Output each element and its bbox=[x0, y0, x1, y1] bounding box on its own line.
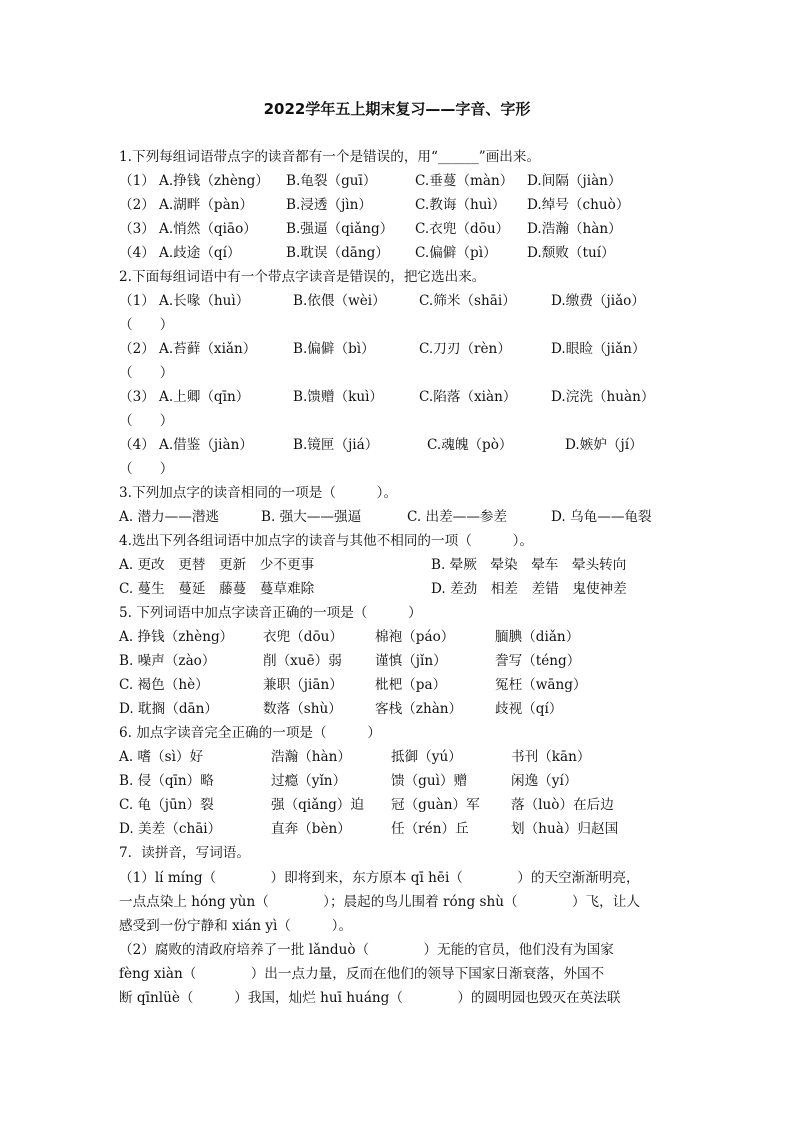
q2-row-1-num: （1） bbox=[119, 293, 155, 309]
q2-stem: 2.下面每组词语中有一个带点字读音是错误的，把它选出来。 bbox=[119, 269, 486, 285]
q2-row-2-answer: （ ） bbox=[119, 365, 174, 381]
q1-row-3-option-b: B.强逼（qiǎng） bbox=[286, 221, 394, 237]
q1-row-1-option-d: D.间隔（jiàn） bbox=[527, 173, 622, 189]
q4-option-c: C. 蔓生 蔓延 藤蔓 蔓草难除 bbox=[119, 581, 315, 597]
q6-b-word-3: 馈（guì）赠 bbox=[391, 773, 468, 789]
q6-c-word-1: C. 龟（jūn）裂 bbox=[119, 797, 214, 813]
q5-c-word-3: 枇杷（pa） bbox=[375, 677, 447, 693]
q2-row-3-option-c: C.陷落（xiàn） bbox=[419, 389, 517, 405]
q6-a-word-2: 浩瀚（hàn） bbox=[271, 749, 351, 765]
q1-row-2-option-a: A.湖畔（pàn） bbox=[159, 197, 254, 213]
q6-d-word-3: 任（rén）丘 bbox=[391, 821, 469, 837]
q1-row-1-num: （1） bbox=[119, 173, 155, 189]
q5-c-word-2: 兼职（jiān） bbox=[263, 677, 343, 693]
q1-row-2-num: （2） bbox=[119, 197, 155, 213]
q2-row-3-option-d: D.浣洗（huàn） bbox=[551, 389, 655, 405]
q5-d-word-1: D. 耽搁（dān） bbox=[119, 701, 218, 717]
q2-row-4-answer: （ ） bbox=[119, 461, 174, 477]
q1-row-3-option-c: C.衣兜（dōu） bbox=[415, 221, 510, 237]
q6-d-word-2: 直奔（bèn） bbox=[271, 821, 351, 837]
q1-row-1-option-a: A.挣钱（zhèng） bbox=[159, 173, 269, 189]
q2-row-1-option-b: B.依偎（wèi） bbox=[293, 293, 386, 309]
q6-a-word-4: 书刊（kān） bbox=[511, 749, 591, 765]
q3-option-c: C. 出差——参差 bbox=[407, 509, 508, 525]
q7-line-3: 感受到一份宁静和 xián yì（ ）。 bbox=[119, 918, 353, 934]
q6-d-word-4: 划（huà）归赵国 bbox=[511, 821, 619, 837]
q2-row-1-answer: （ ） bbox=[119, 317, 174, 333]
q2-row-2-option-b: B.偏僻（bì） bbox=[293, 341, 375, 357]
q2-row-2-option-d: D.眼睑（jiǎn） bbox=[551, 341, 646, 357]
q6-c-word-3: 冠（guàn）军 bbox=[391, 797, 480, 813]
q7-line-2: 一点点染上 hóng yùn（ ）；晨起的鸟儿围着 róng shù（ ）飞，让人 bbox=[119, 894, 640, 910]
q6-c-word-2: 强（qiǎng）迫 bbox=[271, 797, 364, 813]
q1-row-4-num: （4） bbox=[119, 245, 155, 261]
q2-row-1-option-a: A.长喙（huì） bbox=[159, 293, 250, 309]
q6-c-word-4: 落（luò）在后边 bbox=[511, 797, 614, 813]
q6-stem: 6. 加点字读音完全正确的一项是（ ） bbox=[119, 725, 381, 741]
q7-line-6: 断 qīnlüè（ ）我国，灿烂 huī huáng（ ）的圆明园也毁灭在英法联 bbox=[119, 990, 621, 1006]
q2-row-4-option-d: D.嫉妒（jí） bbox=[565, 437, 643, 453]
q5-a-word-1: A. 挣钱（zhèng） bbox=[119, 629, 234, 645]
q4-stem: 4.选出下列各组词语中加点字的读音与其他不相同的一项（ ）。 bbox=[119, 533, 533, 549]
q7-line-5: fèng xiàn（ ）出一点力量，反而在他们的领导下国家日渐衰落，外国不 bbox=[119, 966, 605, 982]
q1-row-3-num: （3） bbox=[119, 221, 155, 237]
q7-stem: 7．读拼音，写词语。 bbox=[119, 845, 250, 861]
q1-row-1-option-c: C.垂蔓（màn） bbox=[415, 173, 514, 189]
q2-row-4-option-a: A.借鉴（jiàn） bbox=[159, 437, 253, 453]
q2-row-2-option-c: C.刀刃（rèn） bbox=[419, 341, 511, 357]
q1-row-3-option-a: A.悄然（qiāo） bbox=[159, 221, 257, 237]
q1-row-4-option-b: B.耽误（dāng） bbox=[286, 245, 389, 261]
q4-option-b: B. 晕厥 晕染 晕车 晕头转向 bbox=[431, 557, 627, 573]
q2-row-4-num: （4） bbox=[119, 437, 155, 453]
q1-row-1-option-b: B.龟裂（guī） bbox=[286, 173, 377, 189]
q5-a-word-3: 棉袍（páo） bbox=[375, 629, 455, 645]
q6-d-word-1: D. 美差（chāi） bbox=[119, 821, 222, 837]
q1-row-4-option-c: C.偏僻（pì） bbox=[415, 245, 497, 261]
q3-option-a: A. 潜力——潜逃 bbox=[119, 509, 220, 525]
page-title: 2022学年五上期末复习——字音、字形 bbox=[263, 100, 531, 118]
q2-row-3-answer: （ ） bbox=[119, 413, 174, 429]
q5-a-word-4: 腼腆（diǎn） bbox=[495, 629, 580, 645]
q4-option-d: D. 差劲 相差 差错 鬼使神差 bbox=[431, 581, 627, 597]
q5-d-word-4: 歧视（qí） bbox=[495, 701, 563, 717]
q2-row-4-option-b: B.镜匣（jiá） bbox=[293, 437, 379, 453]
q2-row-2-option-a: A.苔藓（xiǎn） bbox=[159, 341, 257, 357]
q1-row-2-option-d: D.绰号（chuò） bbox=[527, 197, 630, 213]
q2-row-2-num: （2） bbox=[119, 341, 155, 357]
q7-line-1: （1）lí míng（ ）即将到来，东方原本 qī hēi（ ）的天空渐渐明亮， bbox=[119, 870, 640, 886]
q5-c-word-4: 冤枉（wāng） bbox=[495, 677, 587, 693]
q5-stem: 5. 下列词语中加点字读音正确的一项是（ ） bbox=[119, 605, 422, 621]
q3-option-b: B. 强大——强逼 bbox=[261, 509, 362, 525]
q2-row-4-option-c: C.魂魄（pò） bbox=[427, 437, 513, 453]
q2-row-1-option-d: D.缴费（jiǎo） bbox=[551, 293, 645, 309]
q1-row-4-option-d: D.颓败（tuí） bbox=[527, 245, 615, 261]
q5-b-word-1: B. 噪声（zào） bbox=[119, 653, 216, 669]
q5-b-word-4: 誊写（téng） bbox=[495, 653, 581, 669]
q1-row-2-option-b: B.浸透（jìn） bbox=[286, 197, 373, 213]
q2-row-1-option-c: C.筛米（shāi） bbox=[419, 293, 516, 309]
q3-stem: 3.下列加点字的读音相同的一项是（ ）。 bbox=[119, 485, 398, 501]
q2-row-3-option-b: B.馈赠（kuì） bbox=[293, 389, 384, 405]
q2-row-3-option-a: A.上卿（qīn） bbox=[159, 389, 250, 405]
q7-line-4: （2）腐败的清政府培养了一批 lǎnduò（ ）无能的官员，他们没有为国家 bbox=[119, 942, 614, 958]
q5-b-word-2: 削（xuē）弱 bbox=[263, 653, 342, 669]
q4-option-a: A. 更改 更替 更新 少不更事 bbox=[119, 557, 315, 573]
q1-row-2-option-c: C.教诲（huì） bbox=[415, 197, 506, 213]
q5-a-word-2: 衣兜（dōu） bbox=[263, 629, 344, 645]
q6-b-word-2: 过瘾（yǐn） bbox=[271, 773, 347, 789]
q5-d-word-2: 数落（shù） bbox=[263, 701, 342, 717]
q6-a-word-1: A. 嗜（sì）好 bbox=[119, 749, 204, 765]
q1-row-3-option-d: D.浩瀚（hàn） bbox=[527, 221, 622, 237]
q3-option-d: D. 乌龟——龟裂 bbox=[551, 509, 652, 525]
q6-b-word-4: 闲逸（yí） bbox=[511, 773, 578, 789]
q6-a-word-3: 抵御（yú） bbox=[391, 749, 462, 765]
q1-stem: 1.下列每组词语带点字的读音都有一个是错误的，用“______”画出来。 bbox=[119, 149, 541, 165]
q5-b-word-3: 谨慎（jǐn） bbox=[375, 653, 447, 669]
q5-c-word-1: C. 褐色（hè） bbox=[119, 677, 209, 693]
q5-d-word-3: 客栈（zhàn） bbox=[375, 701, 463, 717]
q6-b-word-1: B. 侵（qīn）略 bbox=[119, 773, 214, 789]
q2-row-3-num: （3） bbox=[119, 389, 155, 405]
q1-row-4-option-a: A.歧途（qí） bbox=[159, 245, 241, 261]
